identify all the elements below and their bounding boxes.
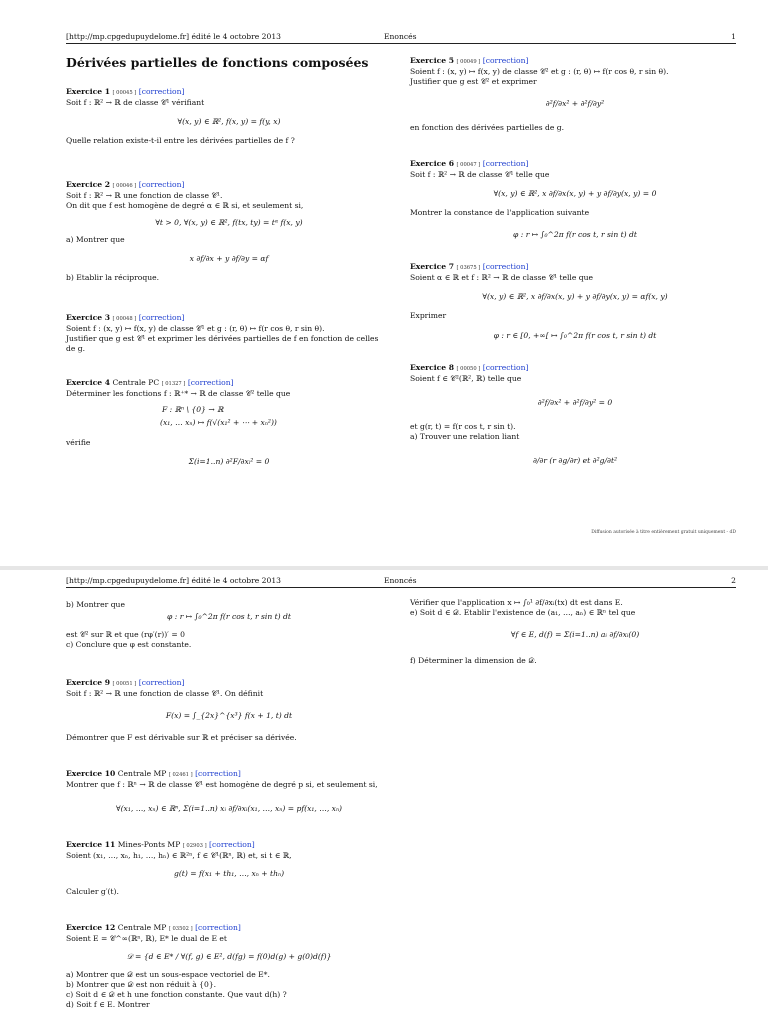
document-title: Dérivées partielles de fonctions composées [66, 55, 369, 70]
equation: ∀t > 0, ∀(x, y) ∈ ℝ², f(tx, ty) = tᵅ f(x, y) [155, 218, 303, 227]
exercise-1 [66, 87, 392, 146]
exercise-text: f) Déterminer la dimension de 𝒟. [410, 656, 537, 665]
exercise-code: [ 00049 ] [456, 59, 481, 65]
header-source: [http://mp.cpgedupuydelome.fr] édité le 4 octobre 2013 [66, 32, 282, 41]
exercise-text: Montrer la constance de l'application suivante [410, 208, 590, 217]
exercise-text: Justifier que g est 𝒞² et exprimer [410, 77, 537, 86]
exercise-text: Soit f : ℝ² → ℝ de classe 𝒞¹ vérifiant [66, 98, 205, 107]
equation: ∂²f/∂x² + ∂²f/∂y² [545, 99, 605, 108]
exercise-code: [ 03502 ] [168, 926, 193, 932]
exercise-heading: Exercice 4 [66, 378, 111, 387]
list-item: b) Montrer que 𝒟 est non réduit à {0}. [66, 980, 217, 989]
exercise-heading: Exercice 8 [410, 363, 455, 372]
exercise-text: Soient f ∈ 𝒞²(ℝ², ℝ) telle que [410, 374, 522, 383]
header-page-number: 2 [731, 576, 736, 585]
exercise-text: Quelle relation existe-t-il entre les dérivées partielles de f ? [66, 136, 295, 145]
header-section: Enoncés [384, 576, 417, 585]
equation: ∂/∂r (r ∂g/∂r) et ∂²g/∂t² [532, 456, 618, 465]
exercise-3 [66, 313, 392, 354]
exercise-text: Soit f : ℝ² → ℝ de classe 𝒞¹ telle que [410, 170, 550, 179]
exercise-text: Calculer g′(t). [66, 887, 119, 896]
exercise-heading: Exercice 6 [410, 159, 455, 168]
exercise-4 [66, 378, 392, 467]
exercise-origin: Mines-Ponts MP [117, 840, 181, 849]
page-2 [0, 570, 768, 1024]
exercise-text: b) Montrer que [66, 600, 125, 609]
equation: φ : r ↦ ∫₀^2π f(r cos t, r sin t) dt [513, 230, 637, 239]
exercise-10 [66, 769, 392, 814]
exercise-text: e) Soit d ∈ 𝒟. Etablir l'existence de (a₁, …, aₙ) ∈ ℝⁿ tel que [410, 608, 636, 617]
exercise-code: [ 00048 ] [112, 316, 137, 322]
exercise-text: Montrer que f : ℝⁿ → ℝ de classe 𝒞¹ est homogène de degré p si, et seulement si, [66, 780, 378, 789]
exercise-code: [ 02903 ] [182, 843, 207, 849]
exercise-heading: Exercice 3 [66, 313, 111, 322]
exercise-8 [410, 363, 740, 466]
exercise-text: est 𝒞² sur ℝ et que (rφ′(r))′ = 0 [66, 630, 185, 639]
correction-link[interactable]: [correction] [138, 678, 185, 687]
exercise-heading: Exercice 10 [66, 769, 116, 778]
exercise-code: [ 03675 ] [456, 265, 481, 271]
list-item: c) Soit d ∈ 𝒟 et h une fonction constante. Que vaut d(h) ? [66, 990, 287, 999]
exercise-heading: Exercice 9 [66, 678, 111, 687]
correction-link[interactable]: [correction] [187, 378, 234, 387]
exercise-code: [ 02461 ] [168, 772, 193, 778]
exercise-5 [410, 56, 740, 133]
header-section: Enoncés [384, 32, 417, 41]
exercise-11 [66, 840, 392, 897]
correction-link[interactable]: [correction] [138, 180, 185, 189]
equation: x ∂f/∂x + y ∂f/∂y = αf [189, 254, 269, 263]
exercise-text: vérifie [66, 438, 91, 447]
exercise-text: Exprimer [410, 311, 447, 320]
exercise-text: b) Etablir la réciproque. [66, 273, 160, 282]
correction-link[interactable]: [correction] [138, 87, 185, 96]
exercise-text: a) Montrer que [66, 235, 125, 244]
exercise-text: Soit f : ℝ² → ℝ une fonction de classe 𝒞¹. On définit [66, 689, 264, 698]
exercise-text: Soient f : (x, y) ↦ f(x, y) de classe 𝒞² et g : (r, θ) ↦ f(r cos θ, r sin θ). [410, 67, 669, 76]
exercise-code: [ 00051 ] [112, 681, 137, 687]
list-item: a) Montrer que 𝒟 est un sous-espace vectoriel de E*. [66, 970, 270, 979]
right-column [410, 56, 740, 488]
exercise-code: [ 00045 ] [112, 90, 137, 96]
equation: 𝒟 = {d ∈ E* / ∀(f, g) ∈ E², d(fg) = f(0)d(g) + g(0)d(f)} [126, 952, 332, 961]
equation: ∀(x, y) ∈ ℝ², x ∂f/∂x(x, y) + y ∂f/∂y(x, y) = 0 [493, 189, 657, 198]
correction-link[interactable]: [correction] [138, 313, 185, 322]
exercise-7 [410, 262, 740, 341]
exercise-text: Vérifier que l'application x ↦ ∫₀¹ ∂f/∂xᵢ(tx) dt est dans E. [410, 598, 623, 607]
exercise-text: Soient α ∈ ℝ et f : ℝ² → ℝ de classe 𝒞¹ telle que [410, 273, 594, 282]
equation: ∂²f/∂x² + ∂²f/∂y² = 0 [537, 398, 613, 407]
exercise-text: Soient f : (x, y) ↦ f(x, y) de classe 𝒞¹ et g : (r, θ) ↦ f(r cos θ, r sin θ). [66, 324, 325, 333]
exercise-code: [ 00047 ] [456, 162, 481, 168]
exercise-text: On dit que f est homogène de degré α ∈ ℝ si, et seulement si, [66, 201, 304, 210]
equation: φ : r ∈ [0, +∞[ ↦ ∫₀^2π f(r cos t, r sin t) dt [493, 331, 657, 340]
exercise-heading: Exercice 11 [66, 840, 116, 849]
equation: F(x) = ∫_{2x}^{x³} f(x + 1, t) dt [165, 711, 293, 720]
header-source: [http://mp.cpgedupuydelome.fr] édité le 4 octobre 2013 [66, 576, 282, 585]
list-item: d) Soit f ∈ E. Montrer [66, 1000, 150, 1009]
exercise-code: [ 00046 ] [112, 183, 137, 189]
exercise-heading: Exercice 1 [66, 87, 111, 96]
exercise-text: a) Trouver une relation liant [410, 432, 520, 441]
equation: g(t) = f(x₁ + th₁, …, xₙ + thₙ) [173, 869, 285, 878]
exercise-heading: Exercice 12 [66, 923, 116, 932]
exercise-text: Justifier que g est 𝒞¹ et exprimer les dérivées partielles de f en fonction de celles [66, 334, 379, 343]
exercise-code: [ 00050 ] [456, 366, 481, 372]
equation: (x₁, … xₙ) ↦ f(√(x₁² + ⋯ + xₙ²)) [160, 418, 277, 427]
exercise-text: Soient (x₁, …, xₙ, h₁, …, hₙ) ∈ ℝ²ⁿ, f ∈ 𝒞¹(ℝⁿ, ℝ) et, si t ∈ ℝ, [66, 851, 292, 860]
exercise-heading: Exercice 5 [410, 56, 455, 65]
equation: ∀f ∈ E, d(f) = Σ(i=1..n) aᵢ ∂f/∂xᵢ(0) [510, 630, 640, 639]
correction-link[interactable]: [correction] [195, 923, 241, 932]
exercise-code: [ 01327 ] [161, 381, 186, 387]
exercise-heading: Exercice 7 [410, 262, 455, 271]
exercise-origin: Centrale MP [117, 923, 167, 932]
left-column [66, 50, 392, 489]
exercise-text: Soient E = 𝒞^∞(ℝⁿ, ℝ), E* le dual de E et [66, 934, 227, 943]
correction-link[interactable]: [correction] [209, 840, 255, 849]
exercise-12-continued [410, 598, 740, 666]
header-rule [66, 587, 736, 588]
equation: φ : r ↦ ∫₀^2π f(r cos t, r sin t) dt [167, 612, 291, 621]
exercise-text: Soit f : ℝ² → ℝ une fonction de classe 𝒞¹. [66, 191, 223, 200]
exercise-6 [410, 159, 740, 240]
exercise-text: et g(r, t) = f(r cos t, r sin t). [410, 422, 516, 431]
exercise-8-continued [66, 600, 392, 650]
footer-note: Diffusion autorisée à titre entièrement gratuit uniquement - dD [591, 530, 736, 535]
exercise-text: Déterminer les fonctions f : ℝ⁺* → ℝ de classe 𝒞² telle que [66, 389, 291, 398]
correction-link[interactable]: [correction] [195, 769, 241, 778]
correction-link[interactable]: [correction] [482, 262, 529, 271]
left-column [66, 600, 392, 1024]
equation: ∀(x, y) ∈ ℝ², x ∂f/∂x(x, y) + y ∂f/∂y(x, y) = αf(x, y) [482, 292, 668, 301]
exercise-text: Démontrer que F est dérivable sur ℝ et préciser sa dérivée. [66, 733, 297, 742]
equation: ∀(x₁, …, xₙ) ∈ ℝⁿ, Σ(i=1..n) xᵢ ∂f/∂xᵢ(x₁, …, xₙ) = pf(x₁, …, xₙ) [116, 804, 342, 813]
exercise-heading: Exercice 2 [66, 180, 111, 189]
right-column [410, 598, 740, 688]
equation: ∀(x, y) ∈ ℝ², f(x, y) = f(y, x) [177, 117, 281, 126]
exercise-origin: Centrale PC [112, 378, 160, 387]
exercise-text: de g. [66, 344, 86, 353]
equation: Σ(i=1..n) ∂²F/∂xᵢ² = 0 [188, 457, 270, 466]
exercise-origin: Centrale MP [117, 769, 167, 778]
correction-link[interactable]: [correction] [482, 56, 529, 65]
exercise-9 [66, 678, 392, 743]
exercise-2 [66, 180, 392, 283]
exercise-text: c) Conclure que φ est constante. [66, 640, 192, 649]
header-page-number: 1 [731, 32, 736, 41]
equation: F : ℝⁿ \ {0} → ℝ [162, 405, 224, 414]
correction-link[interactable]: [correction] [482, 363, 529, 372]
correction-link[interactable]: [correction] [482, 159, 529, 168]
exercise-text: en fonction des dérivées partielles de g. [410, 123, 565, 132]
exercise-12 [66, 923, 392, 1010]
header-rule [66, 43, 736, 44]
